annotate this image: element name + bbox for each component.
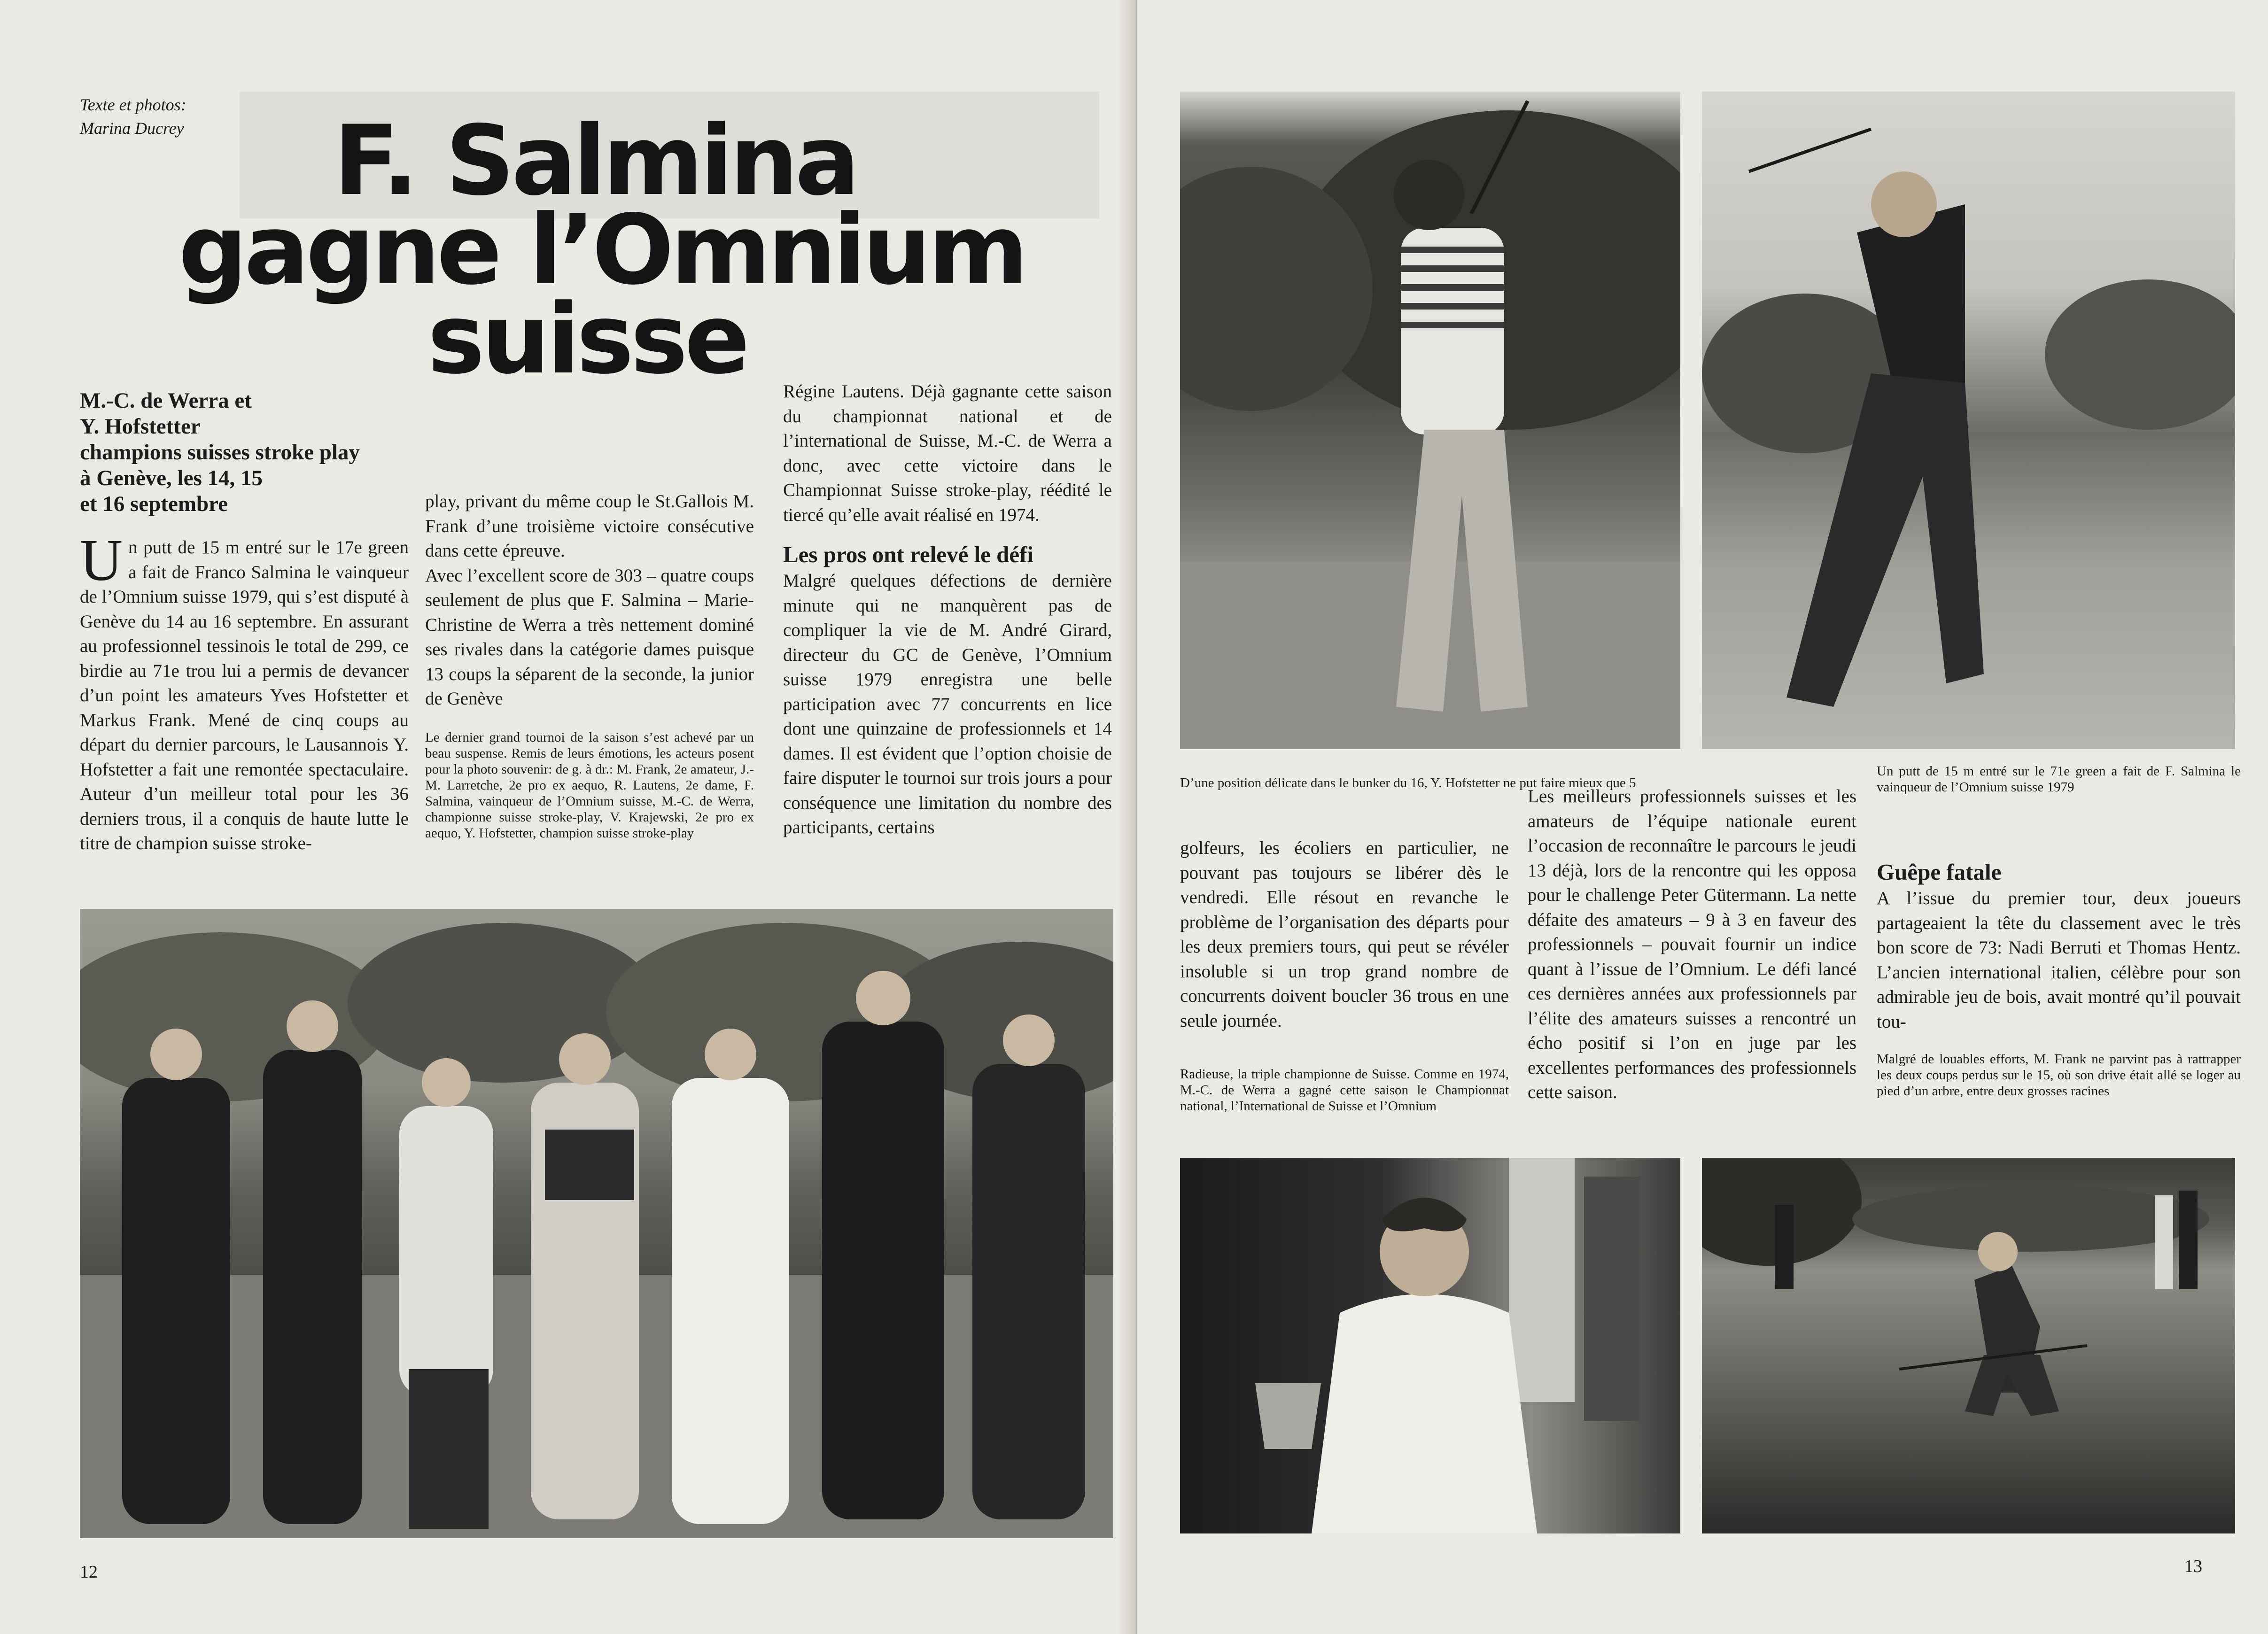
group-photo-caption: Le dernier grand tournoi de la saison s’est achevé par un beau suspense. Remis de leurs émotions, les acteurs posent pour la photo souvenir: de g. à dr.: M. Frank, 2e amateur, J.-M. Larretche, 2e pro ex aequo, R. Lautens, 2e dame, F. Salmina, vainqueur de l’Omnium suisse, M.-C. de Werra, championne suisse stroke-play, V. Krajewski, 2e pro ex aequo, Y. Hofstetter, champion suisse stroke-play: [425, 729, 754, 841]
body-paragraph: Régine Lautens. Déjà gagnante cette saison du championnat national et de l’international de Suisse, M.-C. de Werra a donc, avec cette victoire dans le Championnat Suisse stroke-play, réédité le tiercé qu’elle avait réalisé en 1974.: [783, 381, 1112, 525]
credit-line: Texte et photos:: [80, 95, 186, 114]
article-column-3: [783, 379, 1112, 840]
body-paragraph: play, privant du même coup le St.Gallois M. Frank d’une troisième victoire consécutive dans cette épreuve.: [425, 491, 754, 561]
deck-line: et 16 septembre: [80, 492, 228, 516]
body-paragraph: Les meilleurs professionnels suisses et les amateurs de l’équipe nationale eurent l’occasion de reconnaître le parcours le jeudi 13 déjà, lors de la rencontre qui les opposa pour le challenge Peter Gütermann. La nette défaite des amateurs – 9 à 3 en faveur des professionnels – pouvait fournir un indice quant à l’issue de l’Omnium. Le défi lancé ces dernières années aux professionnels par l’élite des amateurs suisses a rencontré un écho positif si l’on en juge par les excellentes performances des professionnels cette saison.: [1528, 786, 1856, 1102]
body-paragraph: Malgré quelques défections de dernière minute qui ne manquèrent pas de compliquer la vie de M. André Girard, directeur du GC de Genève, l’Omnium suisse 1979 enregistra une belle participation avec 77 concurrents en lice dont une quinzaine de professionnels et 14 dames. Il est évident que l’option choisie de faire disputer le tournoi sur trois jours a pour conséquence une limitation du nombre des participants, certains: [783, 571, 1112, 837]
trophy-photo: [1180, 1158, 1680, 1533]
deck: [80, 388, 418, 517]
group-photo: [80, 909, 1113, 1538]
headline-line: gagne l’Omnium: [179, 194, 1025, 306]
deck-line: Y. Hofstetter: [80, 414, 201, 439]
body-paragraph: Avec l’excellent score de 303 – quatre coups seulement de plus que F. Salmina – Marie-Christine de Werra a très nettement dominé ses rivales dans la catégorie dames puisque 13 coups la séparent de la seconde, la junior de Genève: [425, 565, 754, 709]
intro-text: n putt de 15 m entré sur le 17e green a fait de Franco Salmina le vainqueur de l’Omnium suisse 1979, qui s’est disputé à Genève du 14 au 16 septembre. En assurant au professionnel tessinois le total de 299, ce birdie au 71e trou lui a permis de devancer d’un point les amateurs Yves Hofstetter et Markus Frank. Mené de cinq coups au départ du dernier parcours, le Lausannois Y. Hofstetter a fait une remontée spectaculaire. Auteur d’un meilleur total pour les 36 derniers trous, il a conquis de haute lutte le titre de champion suisse stroke-: [80, 537, 409, 853]
frank-caption: Malgré de louables efforts, M. Frank ne parvint pas à rattrapper les deux coups perdus sur le 15, où son drive était allé se loger au pied d’un arbre, entre deux grosses racines: [1877, 1052, 2241, 1099]
section-subhead: Guêpe fatale: [1877, 859, 2002, 885]
drive-photo-illustration: [1702, 92, 2235, 749]
page-number: 13: [2184, 1557, 2202, 1576]
deck-line: champions suisses stroke play: [80, 440, 360, 465]
article-column-6: [1877, 858, 2241, 1099]
page-number: 12: [80, 1562, 98, 1582]
article-column-1: [80, 528, 409, 856]
group-photo-illustration: [80, 909, 1113, 1538]
frank-photo: [1702, 1158, 2235, 1533]
dropcap: U: [80, 528, 123, 593]
bunker-photo-illustration: [1180, 92, 1680, 749]
article-column-4: [1180, 836, 1509, 1114]
body-paragraph: golfeurs, les écoliers en particulier, ne pouvant pas toujours se libérer dès le vendredi. Elle résout en revanche le problème de l’organisation des départs pour les deux premiers tours, qui peut se révéler insoluble si un trop grand nombre de concurrents doivent boucler 36 trous en une seule journée.: [1180, 838, 1509, 1031]
caption-text: D’une position délicate dans le bunker du 16, Y. Hofstetter ne put faire mieux que 5: [1180, 775, 1636, 790]
headline-line: F. Salmina: [334, 105, 857, 217]
deck-line: M.-C. de Werra et: [80, 388, 252, 413]
article-column-5: [1528, 784, 1856, 1105]
intro-paragraph: [80, 528, 409, 856]
putt-caption: [1877, 763, 2241, 795]
headline-line: suisse: [427, 284, 747, 395]
frank-photo-illustration: [1702, 1158, 2235, 1533]
triple-champion-caption: Radieuse, la triple championne de Suisse. Comme en 1974, M.-C. de Werra a gagné cette saison le Championnat national, l’International de Suisse et l’Omnium: [1180, 1067, 1509, 1114]
caption-text: Un putt de 15 m entré sur le 71e green a fait de F. Salmina le vainqueur de l’Omnium suisse 1979: [1877, 764, 2241, 795]
trophy-photo-illustration: [1180, 1158, 1680, 1533]
headline: [179, 105, 1025, 395]
right-page: [1137, 0, 2268, 1634]
deck-line: à Genève, les 14, 15: [80, 466, 263, 490]
drive-photo: [1702, 92, 2235, 749]
credit-line: Marina Ducrey: [80, 119, 184, 138]
body-paragraph: A l’issue du premier tour, deux joueurs partageaient la tête du classement avec le très bon score de 73: Nadi Berruti et Thomas Hentz. L’ancien international italien, célèbre pour son admirable jeu de bois, avait montré qu’il pouvait tou-: [1877, 888, 2241, 1032]
section-subhead: Les pros ont relevé le défi: [783, 542, 1034, 567]
article-column-2: [425, 489, 754, 841]
bunker-photo: [1180, 92, 1680, 749]
